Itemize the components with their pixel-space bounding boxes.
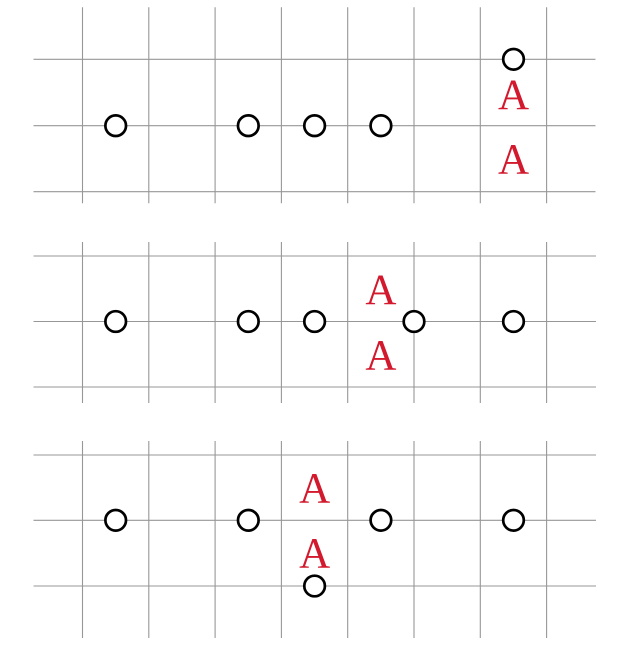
diagram-panel-middle <box>34 242 597 403</box>
stone-circle <box>238 115 259 136</box>
stone-circle <box>503 510 524 531</box>
diagram-panel-top <box>34 7 596 203</box>
diagram-panel-bottom <box>34 441 597 638</box>
stone-circle <box>404 311 425 332</box>
stone-circle <box>371 510 392 531</box>
move-label: A <box>497 72 530 119</box>
move-label: A <box>299 465 331 513</box>
stone-circle <box>304 311 325 332</box>
move-label: A <box>299 530 331 578</box>
stone-circle <box>304 576 325 597</box>
stone-circle <box>238 510 259 531</box>
stone-circle <box>371 115 392 136</box>
stone-circle <box>105 311 126 332</box>
stone-circle <box>238 311 259 332</box>
stone-circle <box>105 510 126 531</box>
stone-circle <box>105 115 126 136</box>
stone-circle <box>503 49 524 70</box>
move-label: A <box>497 136 530 184</box>
move-label: A <box>365 267 397 314</box>
stone-circle <box>304 115 325 136</box>
stone-circle <box>503 311 524 332</box>
move-label: A <box>365 332 397 380</box>
